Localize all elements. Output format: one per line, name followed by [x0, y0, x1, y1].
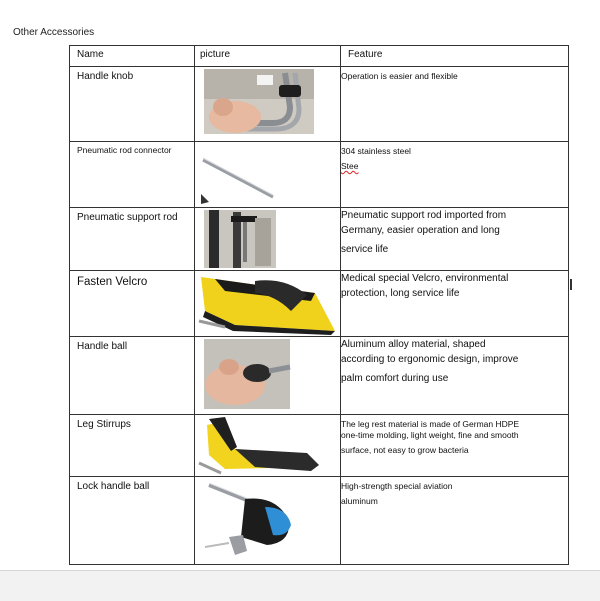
- feature-line: Germany, easier operation and long: [341, 225, 500, 236]
- accessories-table: [69, 45, 569, 565]
- feature-line: according to ergonomic design, improve: [341, 354, 519, 365]
- bottom-bar: [0, 570, 600, 601]
- lock-handle-ball-photo: [195, 477, 341, 565]
- feature-line: Pneumatic support rod imported from: [341, 210, 507, 221]
- feature-line: protection, long service life: [341, 288, 460, 299]
- table-row: [70, 337, 569, 415]
- row-name: Pneumatic rod connector: [77, 145, 172, 155]
- feature-line: aluminum: [341, 496, 378, 506]
- section-title: Other Accessories: [13, 27, 95, 38]
- feature-line: High-strength special aviation: [341, 481, 453, 491]
- leg-stirrups-photo: [195, 415, 341, 477]
- table-row: [70, 415, 569, 477]
- table-row: [70, 208, 569, 271]
- header-name: Name: [70, 46, 195, 67]
- table-header-row: [70, 46, 569, 67]
- feature-line: Aluminum alloy material, shaped: [341, 339, 486, 350]
- feature-line: service life: [341, 244, 389, 255]
- handle-ball-photo: [195, 337, 341, 415]
- fasten-velcro-photo: [195, 271, 341, 337]
- row-name: Lock handle ball: [77, 481, 150, 492]
- table-row: [70, 477, 569, 565]
- row-name: Handle ball: [77, 341, 128, 352]
- feature-line: Medical special Velcro, environmental: [341, 273, 509, 284]
- feature-line: 304 stainless steel: [341, 146, 411, 156]
- feature-line: one-time molding, light weight, fine and smooth: [341, 430, 519, 440]
- table-row: [70, 67, 569, 142]
- table-row: [70, 271, 569, 337]
- handle-knob-photo: [195, 67, 341, 142]
- row-name: Handle knob: [77, 71, 134, 82]
- feature-line: surface, not easy to grow bacteria: [341, 445, 469, 455]
- feature-line: Operation is easier and flexible: [341, 71, 458, 81]
- feature-line: The leg rest material is made of German HDPE: [341, 419, 520, 429]
- feature-line: Stee: [341, 161, 359, 171]
- row-name: Fasten Velcro: [77, 276, 148, 288]
- table-row: [70, 142, 569, 208]
- text-cursor-icon: [570, 279, 572, 290]
- row-name: Pneumatic support rod: [77, 212, 178, 223]
- pneumatic-support-rod-photo: [195, 208, 341, 271]
- pneumatic-rod-connector-photo: [195, 142, 341, 208]
- header-picture: picture: [195, 46, 341, 67]
- feature-line: palm comfort during use: [341, 373, 449, 384]
- row-name: Leg Stirrups: [77, 419, 131, 430]
- header-feature: Feature: [341, 46, 569, 67]
